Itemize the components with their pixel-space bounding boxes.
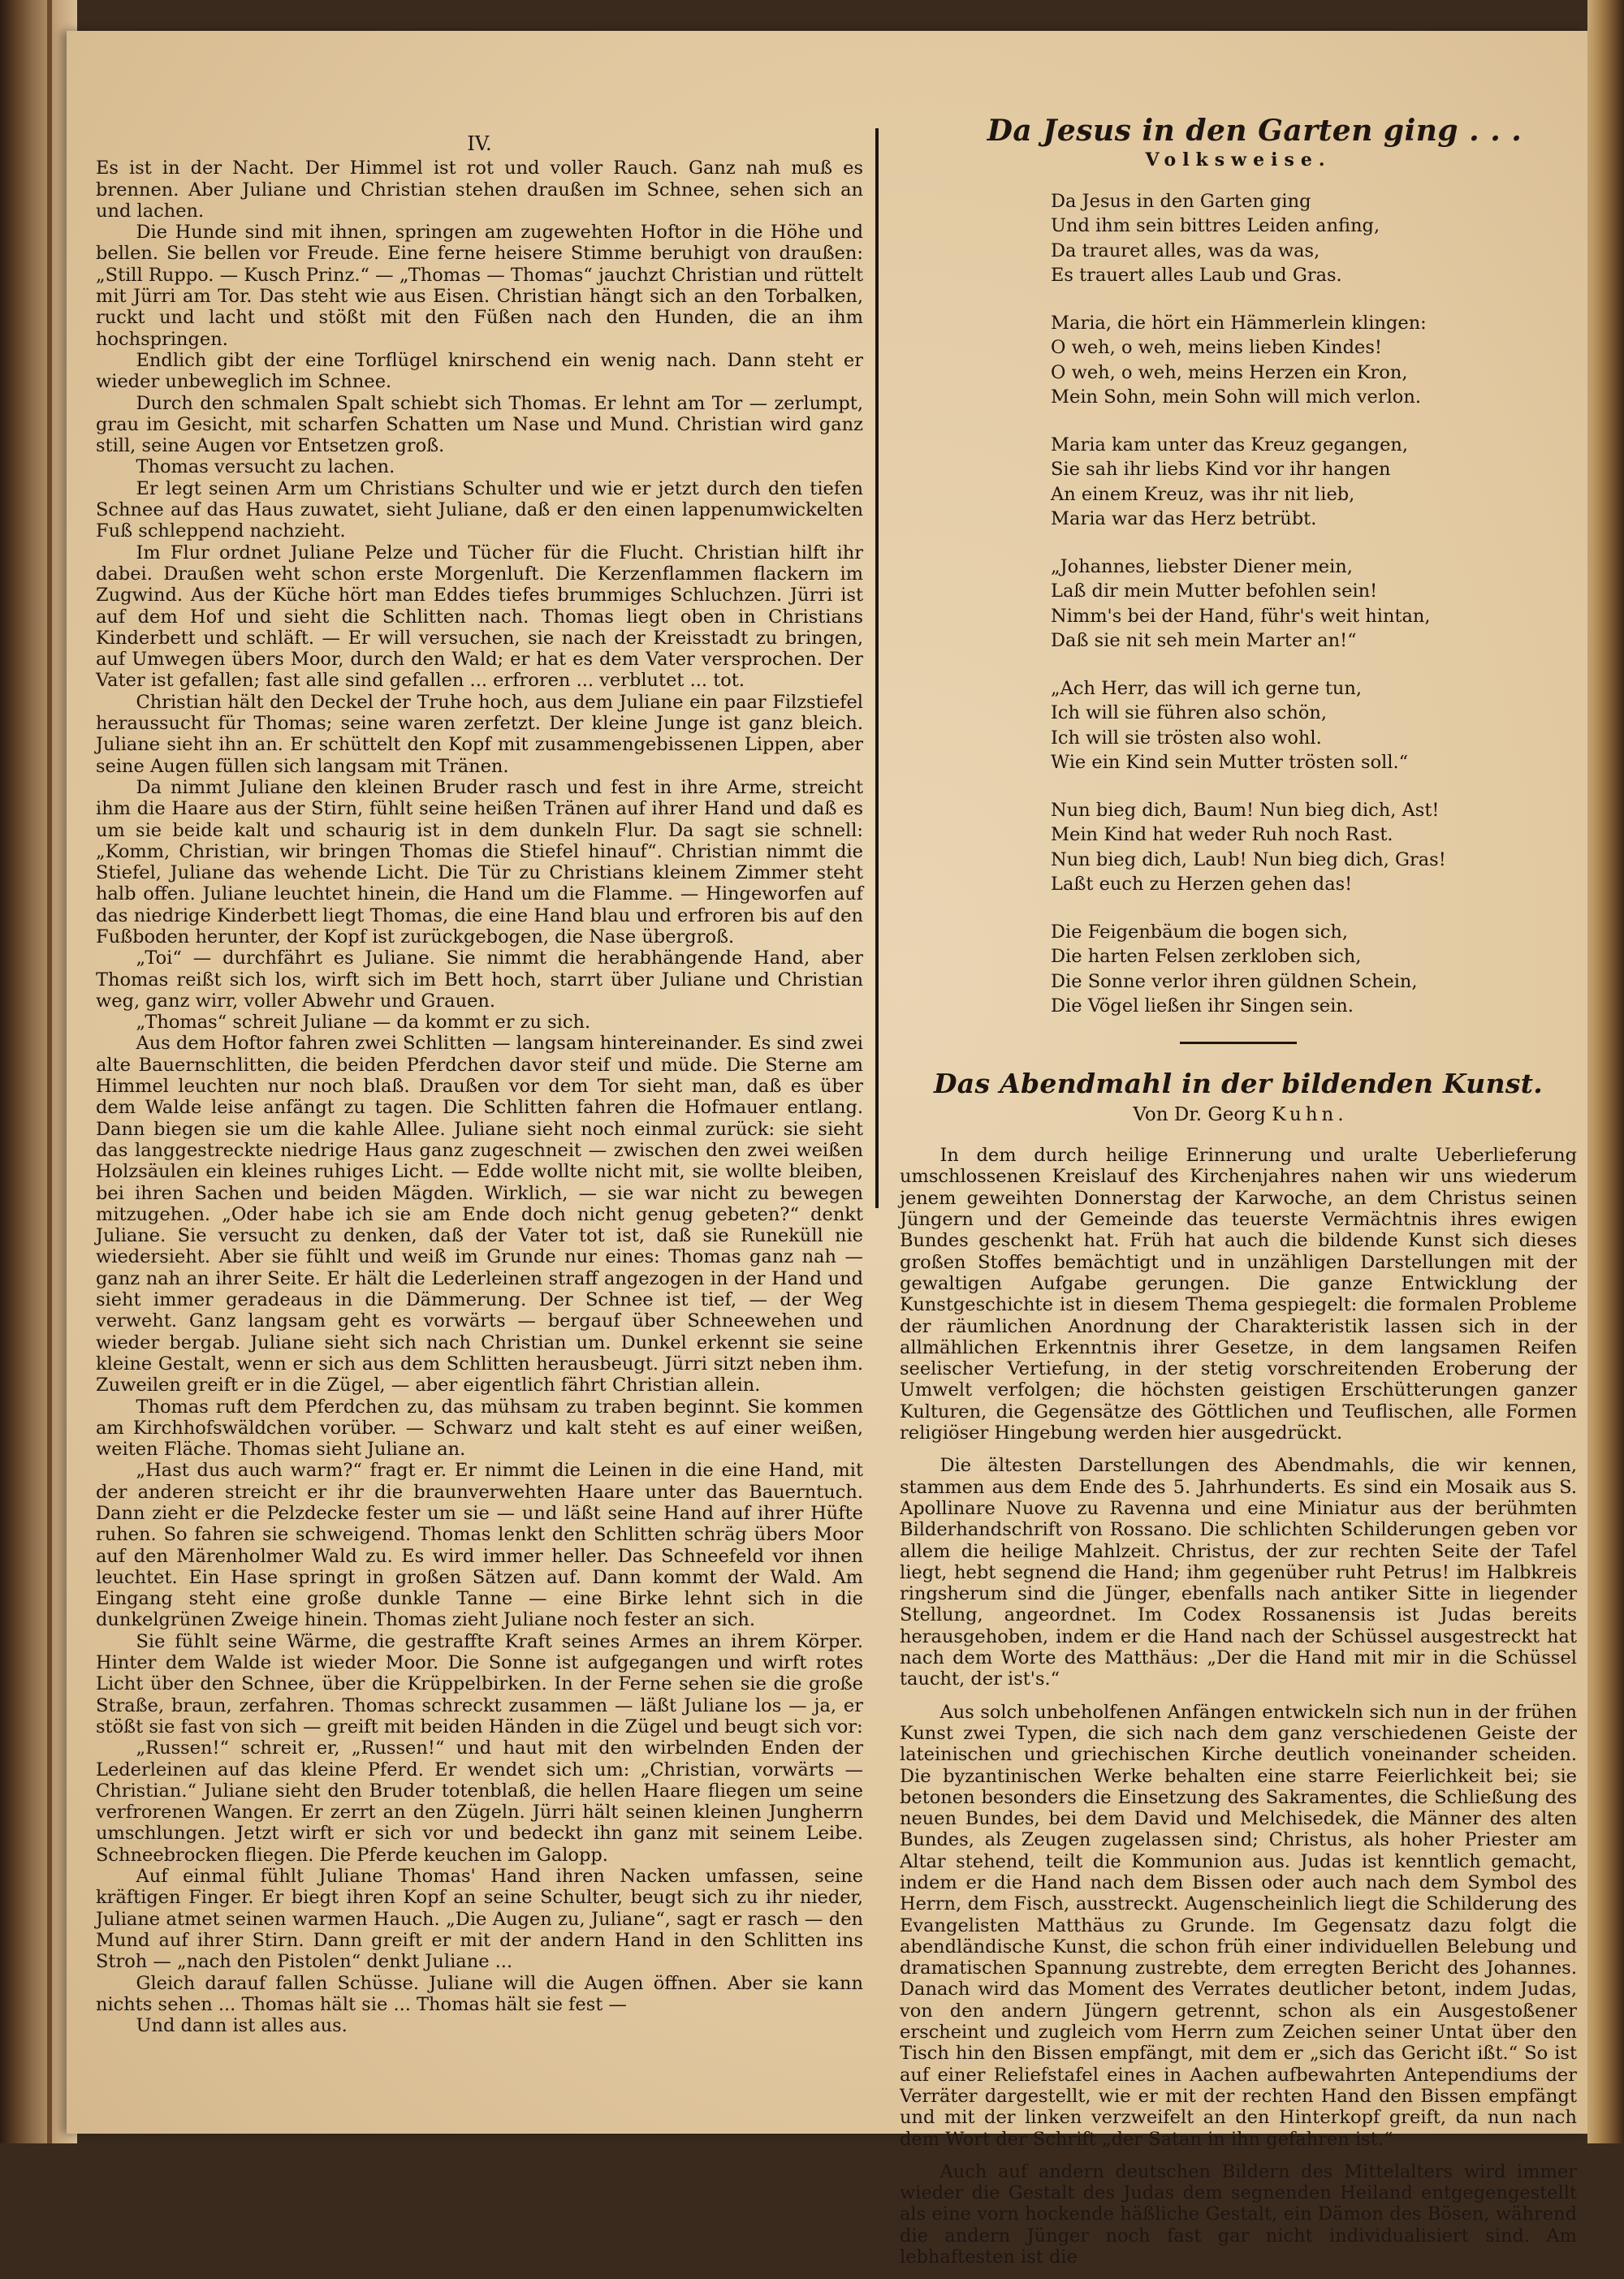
story-paragraph: Da nimmt Juliane den kleinen Bruder rasch und fest in ihre Arme, streicht ihm die Haare aus der Stirn, fühlt seine heißen Tränen auf ihrer Hand und daß es um sie beide kalt und schaurig ist in dem dunkeln Flur. Da sagt sie schnell: „Komm, Christian, wir bringen Thomas die Stiefel hinauf“. Christian nimmt die Stiefel, Juliane das wehende Licht. Die Tür zu Christians kleinem Zimmer steht halb offen. Juliane leuchtet hinein, die Hand um die Flamme. — Hingeworfen auf das niedrige Kinderbett liegt Thomas, die eine Hand blau und erfroren bis auf den Fußboden herunter, der Kopf ist zurückgebogen, die Nase übergroß. — [96, 776, 863, 947]
story-paragraph: Sie fühlt seine Wärme, die gestraffte Kraft seines Armes an ihrem Körper. Hinter dem Walde ist wieder Moor. Die Sonne ist aufgegangen und wirft rotes Licht über den Schnee, über die Krüppelbirken. In der Ferne sehen sie die große Straße, braun, zerfahren. Thomas schreckt zusammen — läßt Juliane los — ja, er stößt sie fast von sich — greift mit beiden Händen in die Zügel und beugt sich vor: — [96, 1630, 863, 1737]
poem-line: Die harten Felsen zerkloben sich, — [1051, 946, 1362, 968]
poem-line: Ich will sie führen also schön, — [1051, 702, 1328, 724]
poem-line: Und ihm sein bittres Leiden anfing, — [1051, 215, 1380, 237]
poem-line: Ich will sie trösten also wohl. — [1051, 727, 1322, 749]
story-column — [96, 0, 863, 2036]
poem-line: Die Feigenbäum die bogen sich, — [1051, 921, 1348, 943]
poem-line: Mein Sohn, mein Sohn will mich verlon. — [1051, 386, 1421, 408]
story-paragraph: Aus dem Hoftor fahren zwei Schlitten — langsam hintereinander. Es sind zwei alte Bauernschlitten, die beiden Pferdchen davor steif und müde. Die Sterne am Himmel leuchten nur noch blaß. Draußen vor dem Tor sieht man, daß es über dem Walde leise anfängt zu tagen. Die Schlitten fahren die Hofmauer entlang. Dann biegen sie um die kahle Allee. Juliane sieht noch einmal zurück: sie sieht das langgestreckte niedrige Haus ganz zugeschneit — zwischen den zwei weißen Holzsäulen ein kleines ruhiges Licht. — Edde wollte nicht mit, sie wollte bleiben, bei ihren Sachen und beiden Mägden. Wirklich, — sie war nicht zu bewegen mitzugehen. „Oder habe ich sie am Ende doch nicht genug gebeten?“ denkt Juliane. Sie versucht zu denken, daß der Vater tot ist, daß sie Runeküll nie wiedersieht. Aber sie fühlt und weiß im Grunde nur eines: Thomas ganz nah — ganz nah an ihrer Seite. Er hält die Lederleinen straff angezogen in der Hand und sieht immer geradeaus in die Dämmerung. Der Schnee ist tief, — der Weg verweht. Ganz langsam geht es vorwärts — bergauf über Schneewehen und wieder bergab. Juliane sieht sich nach Christian um. Dunkel erkennt sie seine kleine Gestalt, wenn er sich aus dem Schlitten herausbeugt. Jürri sitzt neben ihm. Zuweilen greift er in die Zügel, — aber eigentlich fährt Christian allein. — [96, 1033, 863, 1396]
article-paragraph: Auch auf andern deutschen Bildern des Mittelalters wird immer wieder die Gestalt des Judas dem segnenden Heiland entgegengestellt als eine vorn hockende häßliche Gestalt, ein Dämon des Bösen, während die andern Jünger noch fast gar nicht individualisiert sind. Am lebhaftesten ist die — [900, 2160, 1577, 2268]
binding-line — [47, 0, 52, 2143]
poem-stanza — [1051, 189, 1577, 288]
article-author: Von Dr. Georg Kuhn. — [1133, 1103, 1344, 1125]
poem-stanza — [1051, 555, 1577, 654]
poem-stanza — [1051, 433, 1577, 532]
story-paragraph: Durch den schmalen Spalt schiebt sich Thomas. Er lehnt am Tor — zerlumpt, grau im Gesicht, mit scharfen Schatten um Nase und Mund. Christian wird ganz still, seine Augen vor Entsetzen groß. — [96, 392, 863, 457]
book-edge — [0, 0, 77, 2143]
poem-line: Da Jesus in den Garten ging — [1051, 190, 1311, 212]
poem-line: Da trauret alles, was da was, — [1051, 240, 1320, 261]
section-number: IV. — [467, 132, 492, 155]
poem-line: Laß dir mein Mutter befohlen sein! — [1051, 581, 1378, 602]
author-prefix: Von Dr. Georg — [1133, 1103, 1272, 1125]
article-paragraph: In dem durch heilige Erinnerung und uralte Ueberlieferung umschlossenen Kreislauf des Kirchenjahres nahen wir uns wiederum jenem geweihten Donnerstag der Karwoche, an dem Christus seinen Jüngern und der Gemeinde das teuerste Vermächtnis ihres ewigen Bundes geschenkt hat. Früh hat auch die bildende Kunst sich dieses großen Stoffes bemächtigt und in unzähligen Darstellungen mit der gewaltigen Aufgabe gerungen. Die ganze Entwicklung der Kunstgeschichte ist in diesem Thema gespiegelt: die formalen Probleme der räumlichen Anordnung der Charakteristik lassen sich in der allmählichen Erkenntnis ihrer Gesetze, in dem langsamen Reifen seelischer Vertiefung, in der stetig vorschreitenden Eroberung der Umwelt verfolgen; die höchsten geistigen Erschütterungen ganzer Kulturen, die Gegensätze des Göttlichen und Teuflischen, alle Formen religiöser Hingebung werden hier ausgedrückt. — [900, 1145, 1577, 1444]
poem-line: Die Sonne verlor ihren güldnen Schein, — [1051, 970, 1418, 992]
poem-line: Sie sah ihr liebs Kind vor ihr hangen — [1051, 459, 1391, 481]
story-paragraph: Thomas versucht zu lachen. — [136, 456, 395, 478]
article-body — [900, 1145, 1577, 2268]
poem-line: Nun bieg dich, Baum! Nun bieg dich, Ast! — [1051, 799, 1440, 821]
column-rule — [875, 128, 879, 1208]
poem-line: O weh, o weh, meins lieben Kindes! — [1051, 337, 1382, 359]
poem-subtitle: Volksweise. — [1145, 149, 1332, 171]
story-paragraph: Christian hält den Deckel der Truhe hoch, aus dem Juliane ein paar Filzstiefel heraussucht für Thomas; seine waren zerfetzt. Der kleine Junge ist ganz bleich. Juliane sieht ihn an. Er schüttelt den Kopf mit zusammengebissenen Lippen, aber seine Augen füllen sich langsam mit Tränen. — [96, 691, 863, 777]
story-paragraph: Thomas ruft dem Pferdchen zu, das mühsam zu traben beginnt. Sie kommen am Kirchhofswäldchen vorüber. — Schwarz und kalt steht es auf einer weißen, weiten Fläche. Thomas sieht Juliane an. — [96, 1396, 863, 1461]
story-paragraph: Es ist in der Nacht. Der Himmel ist rot und voller Rauch. Ganz nah muß es brennen. Aber Juliane und Christian stehen draußen im Schnee, sehen sich an und lachen. — [96, 158, 863, 222]
poem-title: Da Jesus in den Garten ging . . . — [987, 114, 1522, 148]
poem — [1051, 189, 1577, 1019]
poem-line: O weh, o weh, meins Herzen ein Kron, — [1051, 361, 1408, 383]
story-paragraph: Er legt seinen Arm um Christians Schulter und wie er jetzt durch den tiefen Schnee auf das Haus zuwatet, sieht Juliane, daß er den einen lappenumwickelten Fuß schleppend nachzieht. — [96, 477, 863, 542]
poem-line: Maria kam unter das Kreuz gegangen, — [1051, 434, 1409, 455]
author-name: Kuhn — [1272, 1103, 1338, 1125]
right-column — [900, 0, 1577, 2279]
story-paragraph: Die Hunde sind mit ihnen, springen am zugewehten Hoftor in die Höhe und bellen. Sie bellen vor Freude. Eine ferne heisere Stimme beruhigt von draußen: „Still Ruppo. — Kusch Prinz.“ — „Thomas — Thomas“ jauchzt Christian und rüttelt mit Jürri am Tor. Das steht wie aus Eisen. Christian hängt sich an den Torbalken, ruckt und lacht und stößt mit den Füßen nach den Hunden, die an ihm hochspringen. — [96, 222, 863, 350]
article-paragraph: Aus solch unbeholfenen Anfängen entwickeln sich nun in der frühen Kunst zwei Typen, die sich nach dem ganz verschiedenen Geiste der lateinischen und griechischen Kirche deutlich voneinander scheiden. Die byzantinischen Werke behalten eine starre Feierlichkeit bei; sie betonen besonders die Einsetzung des Sakramentes, die Schließung des neuen Bundes, bei dem David und Melchisedek, die Männer des alten Bundes, als Zeugen zugelassen sind; Christus, als hoher Priester am Altar stehend, teilt die Kommunion aus. Judas ist kenntlich gemacht, indem er die Hand nach dem Bissen oder auch nach dem Symbol des Herrn, dem Fisch, ausstreckt. Augenscheinlich liegt die Schilderung des Evangelisten Matthäus zu Grunde. Im Gegensatz dazu folgt die abendländische Kunst, die schon früh einer individuellen Belebung und dramatischen Spannung zustrebte, dem erregten Bericht des Johannes. Danach wird das Moment des Verrates deutlicher betont, indem Judas, von den andern Jüngern getrennt, schon als ein Ausgestoßener erscheint und zugleich vom Herrn zum Zeichen seiner Untat über den Tisch hin den Bissen empfängt, mit dem er „sich das Gericht ißt.“ So ist auf einer Reliefstafel eines in Aachen aufbewahrten Antependiums der Verräter dargestellt, wie er mit der rechten Hand den Bissen empfängt und mit der linken verzweifelt an den Hinterkopf greift, da nun nach dem Wort der Schrift „der Satan in ihn gefahren ist.“ — [900, 1701, 1577, 2150]
poem-line: Laßt euch zu Herzen gehen das! — [1051, 874, 1353, 896]
book-right-edge — [1587, 0, 1624, 2143]
story-paragraph: Und dann ist alles aus. — [136, 2015, 348, 2037]
story-paragraph: „Russen!“ schreit er, „Russen!“ und haut mit den wirbelnden Enden der Lederleinen auf das kleine Pferd. Er wendet sich um: „Christian, vorwärts — Christian.“ Juliane sieht den Bruder totenblaß, die hellen Haare fliegen um seine verfrorenen Wangen. Er zerrt an den Zügeln. Jürri hält seinen kleinen Jungherrn umschlungen. Jetzt wirft er sich vor und bedeckt ihn ganz mit seinem Leibe. Schneebrocken fliegen. Die Pferde keuchen im Galopp. — [96, 1737, 863, 1866]
story-paragraph: Im Flur ordnet Juliane Pelze und Tücher für die Flucht. Christian hilft ihr dabei. Draußen weht schon erste Morgenluft. Die Kerzenflammen flackern im Zugwind. Aus der Küche hört man Eddes tiefes brummiges Schluchzen. Jürri ist auf dem Hof und sieht die Schlitten nach. Thomas liegt oben in Christians Kinderbett und schläft. — Er will versuchen, sie nach der Kreisstadt zu bringen, auf Umwegen übers Moor, durch den Wald; er hat es dem Vater versprochen. Der Vater ist gefallen; fast alle sind gefallen ... erfroren ... verblutet ... tot. — [96, 542, 863, 692]
poem-line: Daß sie nit seh mein Marter an!“ — [1051, 630, 1357, 652]
poem-stanza — [1051, 798, 1577, 897]
story-paragraph: „Toi“ — durchfährt es Juliane. Sie nimmt die herabhängende Hand, aber Thomas reißt sich los, wirft sich im Bett hoch, starrt über Juliane und Christian weg, ganz wirr, voller Abwehr und Grauen. — [96, 947, 863, 1012]
poem-line: Es trauert alles Laub und Gras. — [1051, 265, 1342, 287]
poem-line: Mein Kind hat weder Ruh noch Rast. — [1051, 824, 1393, 846]
poem-line: Wie ein Kind sein Mutter trösten soll.“ — [1051, 752, 1409, 774]
article-title: Das Abendmahl in der bildenden Kunst. — [933, 1067, 1544, 1099]
poem-stanza — [1051, 676, 1577, 775]
article-paragraph: Die ältesten Darstellungen des Abendmahls, die wir kennen, stammen aus dem Ende des 5. Jahrhunderts. Es sind ein Mosaik aus S. Apollinare Nuove zu Ravenna und eine Miniatur aus der berühmten Bilderhandschrift von Rossano. Die schlichten Schilderungen geben vor allem die heilige Mahlzeit. Christus, der zur rechten Seite der Tafel liegt, hebt segnend die Hand; ihm gegenüber ruht Petrus! im Halbkreis ringsherum sind die Jünger, ebenfalls nach antiker Sitte in liegender Stellung, angeordnet. Im Codex Rossanensis ist Judas bereits herausgehoben, indem er die Hand nach der Schüssel ausgestreckt hat nach dem Worte des Matthäus: „Der die Hand mit mir in die Schüssel taucht, der ist's.“ — [900, 1455, 1577, 1690]
story-paragraph: Gleich darauf fallen Schüsse. Juliane will die Augen öffnen. Aber sie kann nichts sehen ... Thomas hält sie ... Thomas hält sie fest — — [96, 1972, 863, 2015]
poem-stanza — [1051, 311, 1577, 410]
story-paragraph: „Thomas“ schreit Juliane — da kommt er zu sich. — [136, 1012, 591, 1034]
poem-line: Die Vögel ließen ihr Singen sein. — [1051, 995, 1354, 1017]
story-paragraph: Auf einmal fühlt Juliane Thomas' Hand ihren Nacken umfassen, seine kräftigen Finger. Er biegt ihren Kopf an seine Schulter, beugt sich zu ihr nieder, Juliane atmet seinen warmen Hauch. „Die Augen zu, Juliane“, sagt er rasch — den Mund auf ihrer Stirn. Dann greift er mit der andern Hand in den Schlitten ins Stroh — „nach den Pistolen“ denkt Juliane ... — [96, 1866, 863, 1973]
poem-line: Nun bieg dich, Laub! Nun bieg dich, Gras! — [1051, 848, 1446, 870]
poem-stanza — [1051, 920, 1577, 1019]
poem-line: Maria war das Herz betrübt. — [1051, 508, 1317, 530]
poem-line: An einem Kreuz, was ihr nit lieb, — [1051, 483, 1355, 505]
poem-line: Nimm's bei der Hand, führ's weit hintan, — [1051, 605, 1431, 627]
section-separator — [1180, 1042, 1297, 1044]
poem-line: „Ach Herr, das will ich gerne tun, — [1051, 677, 1362, 699]
poem-line: „Johannes, liebster Diener mein, — [1051, 555, 1353, 577]
story-paragraph: Endlich gibt der eine Torflügel knirschend ein wenig nach. Dann steht er wieder unbeweglich im Schnee. — [96, 349, 863, 393]
poem-line: Maria, die hört ein Hämmerlein klingen: — [1051, 312, 1427, 334]
story-paragraph: „Hast dus auch warm?“ fragt er. Er nimmt die Leinen in die eine Hand, mit der anderen streicht er ihr die braunverwehten Haare unter das Bauerntuch. Dann zieht er die Pelzdecke fester um sie — und läßt seine Hand auf ihrer Hüfte ruhen. So fahren sie schweigend. Thomas lenkt den Schlitten schräg übers Moor auf den Märenholmer Wald zu. Es wird immer heller. Das Schneefeld vor ihnen leuchtet. Ein Hase springt in großen Sätzen auf. Dann kommt der Wald. Am Eingang steht eine große dunkle Tanne — eine Birke lehnt sich in die dunkelgrünen Zweige hinein. Thomas zieht Juliane noch fester an sich. — [96, 1460, 863, 1631]
